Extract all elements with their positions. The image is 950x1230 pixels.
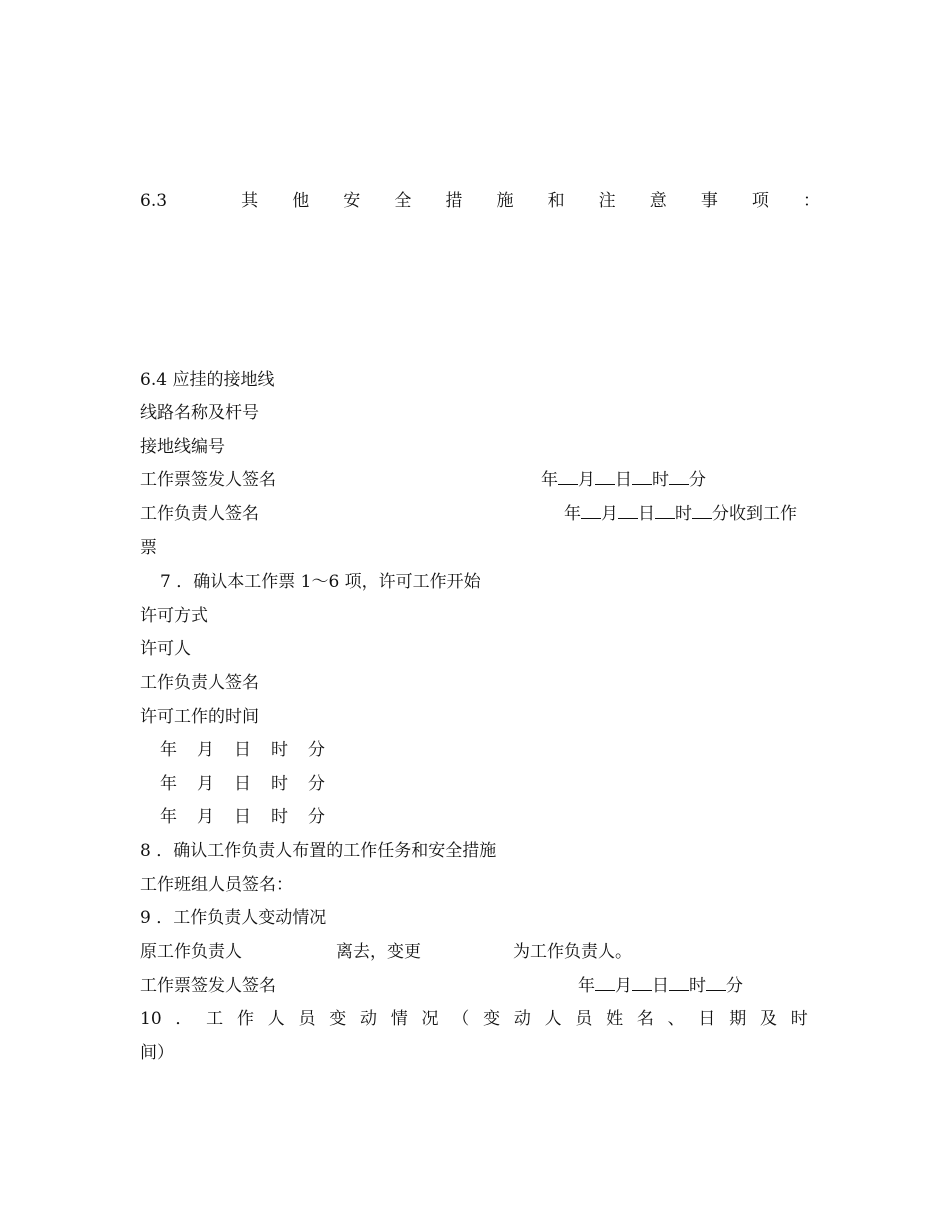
- permit-time-row: 年 月 日 时 分: [160, 807, 325, 827]
- line-name-label: 线路名称及杆号: [140, 403, 259, 423]
- new-leader-label: 为工作负责人。: [513, 942, 632, 962]
- issuer-time-field: 年 月 日 时 分: [541, 470, 706, 490]
- leader-received-time-field: 年 月 日 时 分收到工作: [564, 504, 797, 524]
- section-8-heading: 8 ．确认工作负责人布置的工作任务和安全措施: [140, 841, 497, 861]
- permitter-label: 许可人: [140, 639, 191, 659]
- crew-signature-label: 工作班组人员签名：: [140, 875, 293, 895]
- original-leader-label: 原工作负责人: [140, 942, 242, 962]
- section-10-heading: 10 ． 工 作 人 员 变 动 情 况 （ 变 动 人 员 姓 名 、 日 期 及 时: [140, 1009, 808, 1029]
- permit-time-row: 年 月 日 时 分: [160, 774, 325, 794]
- leader-received-wrap: 票: [140, 538, 157, 558]
- permit-time-label: 许可工作的时间: [140, 707, 259, 727]
- ground-wire-number-label: 接地线编号: [140, 437, 225, 457]
- permit-method-label: 许可方式: [140, 606, 208, 626]
- section-6-3-heading: 6.3 其 他 安 全 措 施 和 注 意 事 项 ：: [140, 191, 820, 211]
- section-10-wrap: 间）: [140, 1043, 174, 1063]
- section-9-issuer-signature-label: 工作票签发人签名: [140, 976, 276, 996]
- section-9-issuer-time-field: 年 月 日 时 分: [578, 976, 743, 996]
- leader-signature-label: 工作负责人签名: [140, 504, 259, 524]
- section-6-3-number: 6.3: [140, 191, 168, 211]
- leave-change-label: 离去，变更: [336, 942, 421, 962]
- permit-time-row: 年 月 日 时 分: [160, 740, 325, 760]
- section-7-heading: 7 ．确认本工作票 1～6 项，许可工作开始: [160, 572, 481, 592]
- section-7-leader-signature-label: 工作负责人签名: [140, 673, 259, 693]
- issuer-signature-label: 工作票签发人签名: [140, 470, 276, 490]
- section-6-4-heading: 6.4 应挂的接地线: [140, 370, 275, 390]
- section-9-heading: 9 ．工作负责人变动情况: [140, 908, 327, 928]
